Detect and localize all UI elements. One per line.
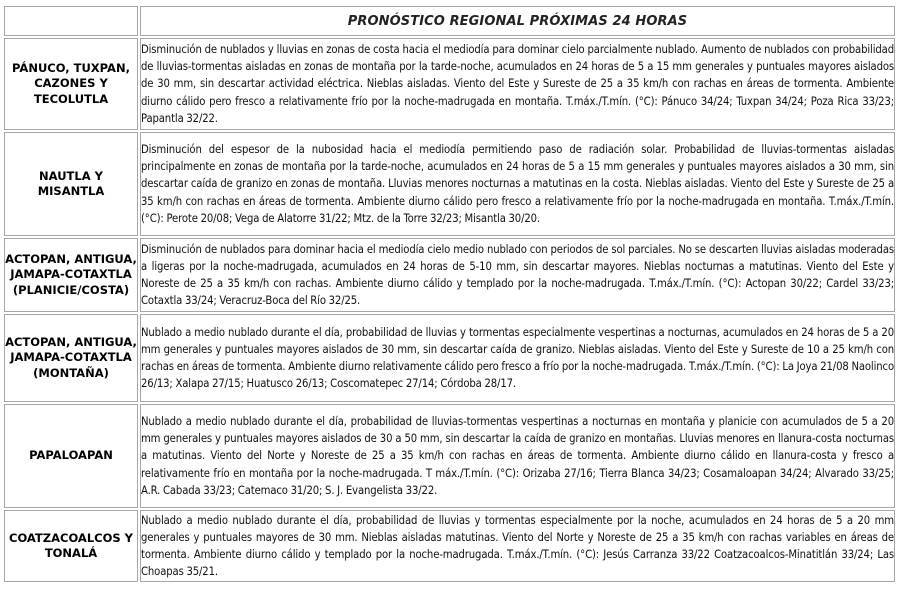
table-row bbox=[4, 238, 895, 312]
region-forecast: Nublado a medio nublado durante el día, probabilidad de lluvias y tormentas especialmente vespertinas a nocturnas, acumulados en 24 horas de 5 a 20 mm generales y puntuales mayores aislados de 30 mm, sin descartar caída de granizo. Nieblas aisladas. Viento del Este y Sureste de 10 a 25 km/h con rachas en áreas de tormenta. Ambiente diurno relativamente cálido pero fresco a frío por la noche-madrugada. T.máx./T.mín. (°C): La Joya 21/08 Naolinco 26/13; Xalapa 27/15; Huatusco 26/13; Coscomatepec 27/14; Córdoba 28/17. bbox=[140, 314, 895, 402]
region-forecast: Disminución de nublados y lluvias en zonas de costa hacia el mediodía para dominar cielo parcialmente nublado. Aumento de nublados con probabilidad de lluvias-tormentas aisladas en zonas de montaña por la tarde-noche, acumulados en 24 horas de 5 a 15 mm generales y puntuales mayores aislados de 30 mm, sin descartar actividad eléctrica. Nieblas aisladas. Viento del Este y Sureste de 25 a 35 km/h con rachas en áreas de tormenta. Ambiente diurno cálido pero fresco a relativamente frío por la noche-madrugada en montaña. T.máx./T.mín. (°C): Pánuco 34/24; Tuxpan 34/24; Poza Rica 33/23; Papantla 32/22. bbox=[140, 38, 895, 130]
table-row bbox=[4, 38, 895, 130]
forecast-table bbox=[2, 4, 897, 584]
region-name: ACTOPAN, ANTIGUA, JAMAPA-COTAXTLA (MONTAÑA) bbox=[4, 314, 138, 402]
region-name: NAUTLA Y MISANTLA bbox=[4, 132, 138, 236]
forecast-document bbox=[2, 4, 897, 584]
header-corner-cell bbox=[4, 6, 138, 36]
region-name: PAPALOAPAN bbox=[4, 404, 138, 508]
region-forecast: Nublado a medio nublado durante el día, probabilidad de lluvias-tormentas vespertinas a nocturnas en montaña y planicie con acumulados de 5 a 20 mm generales y puntuales mayores aislados de 30 a 50 mm, sin descartar la caída de granizo en montañas. Lluvias menores en llanura-costa nocturnas a matutinas. Viento del Norte y Noreste de 25 a 35 km/h con rachas en áreas de tormenta. Ambiente diurno cálido en llanura-costa y fresco a relativamente frío en montaña por la noche-madrugada. T máx./T.mín. (°C): Orizaba 27/16; Tierra Blanca 34/23; Cosamaloapan 34/24; Alvarado 33/25; A.R. Cabada 33/23; Catemaco 31/20; S. J. Evangelista 33/22. bbox=[140, 404, 895, 508]
region-forecast: Disminución del espesor de la nubosidad hacia el mediodía permitiendo paso de radiación solar. Probabilidad de lluvias-tormentas aisladas principalmente en zonas de montaña por la tarde-noche, acumulados en 24 horas de 5 a 15 mm generales y puntuales mayores aislados a 30 mm, sin descartar caída de granizo en zonas de montaña. Lluvias menores nocturnas a matutinas en la costa. Nieblas aisladas. Viento del Este y Sureste de 25 a 35 km/h con rachas en áreas de tormenta. Ambiente diurno cálido pero fresco a relativamente frío por la noche-madrugada en montaña. T.máx./T.mín. (°C): Perote 20/08; Vega de Alatorre 31/22; Mtz. de la Torre 32/23; Misantla 30/20. bbox=[140, 132, 895, 236]
table-row bbox=[4, 314, 895, 402]
header-row bbox=[4, 6, 895, 36]
table-row bbox=[4, 404, 895, 508]
region-name: ACTOPAN, ANTIGUA, JAMAPA-COTAXTLA (PLANICIE/COSTA) bbox=[4, 238, 138, 312]
table-row bbox=[4, 510, 895, 582]
region-forecast: Nublado a medio nublado durante el día, probabilidad de lluvias y tormentas especialmente por la noche, acumulados en 24 horas de 5 a 20 mm generales y puntuales mayores de 30 mm. Nieblas aisladas matutinas. Viento del Norte y Noreste de 25 a 35 km/h con rachas variables en áreas de tormenta. Ambiente diurno cálido y templado por la noche-madrugada. T.máx./T.mín. (°C): Jesús Carranza 33/22 Coatzacoalcos-Minatitlán 33/24; Las Choapas 35/21. bbox=[140, 510, 895, 582]
region-forecast: Disminución de nublados para dominar hacia el mediodía cielo medio nublado con periodos de sol parciales. No se descarten lluvias aisladas moderadas a ligeras por la noche-madrugada, acumulados en 24 horas de 5-10 mm, sin descartar mayores. Nieblas nocturnas a matutinas. Viento del Este y Noreste de 25 a 35 km/h con rachas. Ambiente diurno cálido y templado por la noche-madrugada. T.máx./T.mín. (°C): Actopan 30/22; Cardel 33/23; Cotaxtla 33/24; Veracruz-Boca del Río 32/25. bbox=[140, 238, 895, 312]
table-title: PRONÓSTICO REGIONAL PRÓXIMAS 24 HORAS bbox=[140, 6, 895, 36]
region-name: PÁNUCO, TUXPAN, CAZONES Y TECOLUTLA bbox=[4, 38, 138, 130]
table-row bbox=[4, 132, 895, 236]
region-name: COATZACOALCOS Y TONALÁ bbox=[4, 510, 138, 582]
